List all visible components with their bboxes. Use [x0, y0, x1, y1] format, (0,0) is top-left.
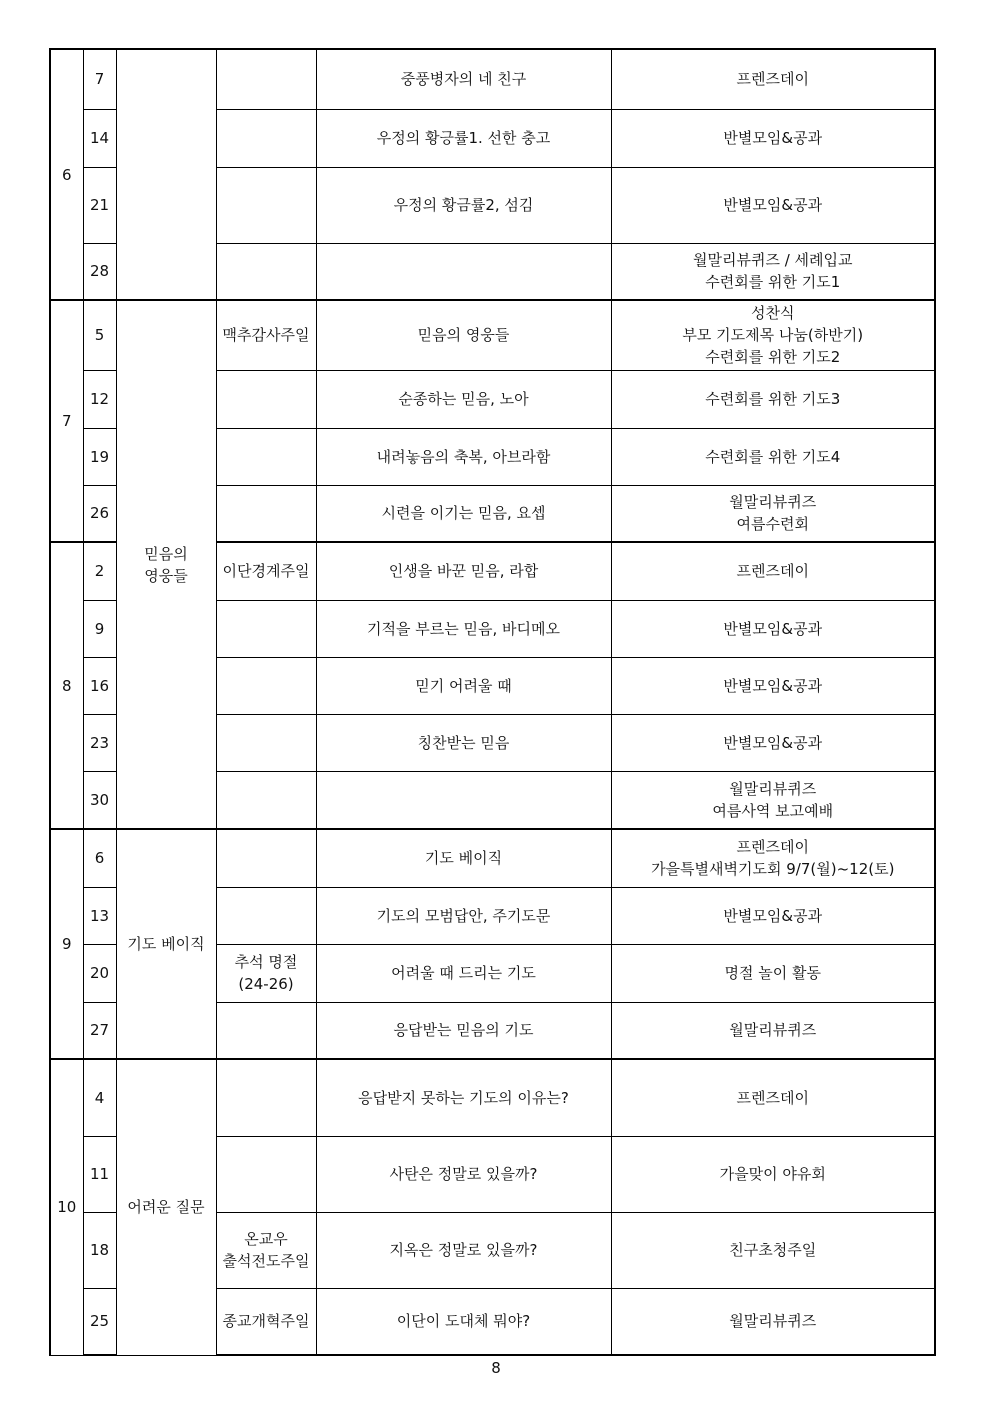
sermon-title-cell: 이단이 도대체 뭐야? — [316, 1288, 611, 1355]
sermon-title-cell: 우정의 황긍률1. 선한 충고 — [316, 109, 611, 167]
special-sunday-cell — [216, 1136, 316, 1212]
activity-cell: 반별모임&공과 — [611, 887, 935, 944]
special-sunday-cell — [216, 829, 316, 887]
theme-cell: 믿음의 영웅들 — [116, 300, 216, 829]
day-cell: 6 — [83, 829, 116, 887]
activity-cell: 가을맞이 야유회 — [611, 1136, 935, 1212]
special-sunday-cell: 종교개혁주일 — [216, 1288, 316, 1355]
special-sunday-cell — [216, 1002, 316, 1059]
day-cell: 5 — [83, 300, 116, 370]
activity-cell: 월말리뷰퀴즈 / 세례입교 수련회를 위한 기도1 — [611, 243, 935, 300]
activity-cell: 프렌즈데이 가을특별새벽기도회 9/7(월)~12(토) — [611, 829, 935, 887]
sermon-title-cell: 우정의 황금률2, 섬김 — [316, 167, 611, 243]
sermon-title-cell: 칭찬받는 믿음 — [316, 714, 611, 771]
table-row — [50, 300, 935, 370]
sermon-title-cell: 인생을 바꾼 믿음, 라합 — [316, 542, 611, 600]
special-sunday-cell: 추석 명절 (24-26) — [216, 944, 316, 1002]
day-cell: 28 — [83, 243, 116, 300]
sermon-title-cell: 기도의 모범답안, 주기도문 — [316, 887, 611, 944]
theme-cell — [116, 49, 216, 300]
special-sunday-cell — [216, 657, 316, 714]
table-row — [50, 1059, 935, 1136]
activity-cell: 수련회를 위한 기도4 — [611, 428, 935, 485]
special-sunday-cell — [216, 714, 316, 771]
sermon-title-cell: 시련을 이기는 믿음, 요셉 — [316, 485, 611, 542]
special-sunday-cell — [216, 49, 316, 109]
month-cell: 10 — [50, 1059, 83, 1355]
theme-cell: 어려운 질문 — [116, 1059, 216, 1355]
sermon-title-cell: 응답받지 못하는 기도의 이유는? — [316, 1059, 611, 1136]
month-cell: 6 — [50, 49, 83, 300]
sermon-title-cell — [316, 243, 611, 300]
day-cell: 20 — [83, 944, 116, 1002]
sermon-title-cell: 기도 베이직 — [316, 829, 611, 887]
month-cell: 8 — [50, 542, 83, 829]
activity-cell: 프렌즈데이 — [611, 1059, 935, 1136]
table-row — [50, 829, 935, 887]
day-cell: 4 — [83, 1059, 116, 1136]
day-cell: 7 — [83, 49, 116, 109]
day-cell: 14 — [83, 109, 116, 167]
activity-cell: 월말리뷰퀴즈 — [611, 1002, 935, 1059]
activity-cell: 프렌즈데이 — [611, 49, 935, 109]
day-cell: 12 — [83, 370, 116, 428]
day-cell: 18 — [83, 1212, 116, 1288]
activity-cell: 프렌즈데이 — [611, 542, 935, 600]
activity-cell: 반별모임&공과 — [611, 600, 935, 657]
month-cell: 9 — [50, 829, 83, 1059]
day-cell: 9 — [83, 600, 116, 657]
sermon-title-cell — [316, 771, 611, 829]
theme-cell: 기도 베이직 — [116, 829, 216, 1059]
sermon-title-cell: 기적을 부르는 믿음, 바디메오 — [316, 600, 611, 657]
activity-cell: 명절 놀이 활동 — [611, 944, 935, 1002]
day-cell: 19 — [83, 428, 116, 485]
activity-cell: 성찬식 부모 기도제목 나눔(하반기) 수련회를 위한 기도2 — [611, 300, 935, 370]
special-sunday-cell — [216, 167, 316, 243]
special-sunday-cell: 온교우 출석전도주일 — [216, 1212, 316, 1288]
day-cell: 25 — [83, 1288, 116, 1355]
special-sunday-cell — [216, 428, 316, 485]
sermon-title-cell: 지옥은 정말로 있을까? — [316, 1212, 611, 1288]
activity-cell: 반별모임&공과 — [611, 714, 935, 771]
schedule-table — [49, 48, 936, 1356]
day-cell: 11 — [83, 1136, 116, 1212]
special-sunday-cell: 맥추감사주일 — [216, 300, 316, 370]
day-cell: 21 — [83, 167, 116, 243]
special-sunday-cell — [216, 370, 316, 428]
sermon-title-cell: 중풍병자의 네 친구 — [316, 49, 611, 109]
activity-cell: 반별모임&공과 — [611, 657, 935, 714]
sermon-title-cell: 믿기 어려울 때 — [316, 657, 611, 714]
month-cell: 7 — [50, 300, 83, 542]
day-cell: 30 — [83, 771, 116, 829]
sermon-title-cell: 믿음의 영웅들 — [316, 300, 611, 370]
day-cell: 16 — [83, 657, 116, 714]
activity-cell: 반별모임&공과 — [611, 109, 935, 167]
page-number: 8 — [491, 1359, 501, 1377]
sermon-title-cell: 순종하는 믿음, 노아 — [316, 370, 611, 428]
special-sunday-cell — [216, 887, 316, 944]
day-cell: 13 — [83, 887, 116, 944]
day-cell: 27 — [83, 1002, 116, 1059]
activity-cell: 월말리뷰퀴즈 여름사역 보고예배 — [611, 771, 935, 829]
special-sunday-cell — [216, 243, 316, 300]
sermon-title-cell: 내려놓음의 축복, 아브라함 — [316, 428, 611, 485]
activity-cell: 월말리뷰퀴즈 — [611, 1288, 935, 1355]
special-sunday-cell — [216, 600, 316, 657]
sermon-title-cell: 응답받는 믿음의 기도 — [316, 1002, 611, 1059]
activity-cell: 수련회를 위한 기도3 — [611, 370, 935, 428]
sermon-title-cell: 어려울 때 드리는 기도 — [316, 944, 611, 1002]
special-sunday-cell — [216, 1059, 316, 1136]
activity-cell: 반별모임&공과 — [611, 167, 935, 243]
sermon-title-cell: 사탄은 정말로 있을까? — [316, 1136, 611, 1212]
special-sunday-cell — [216, 771, 316, 829]
activity-cell: 친구초청주일 — [611, 1212, 935, 1288]
day-cell: 2 — [83, 542, 116, 600]
special-sunday-cell: 이단경계주일 — [216, 542, 316, 600]
day-cell: 23 — [83, 714, 116, 771]
activity-cell: 월말리뷰퀴즈 여름수련회 — [611, 485, 935, 542]
table-row — [50, 49, 935, 109]
special-sunday-cell — [216, 485, 316, 542]
special-sunday-cell — [216, 109, 316, 167]
day-cell: 26 — [83, 485, 116, 542]
